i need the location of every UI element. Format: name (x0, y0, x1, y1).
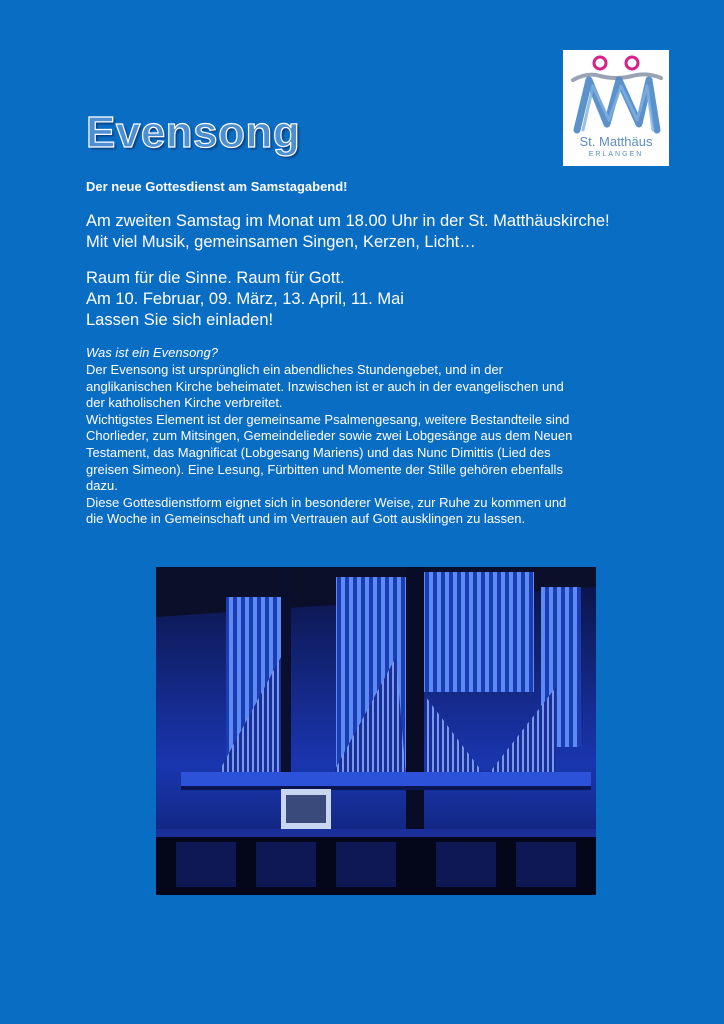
st-matthaeus-logo (563, 50, 669, 166)
invite-paragraph (86, 268, 404, 331)
logo-name: St. Matthäus (579, 134, 653, 149)
body-line: Testament, das Magnificat (Lobgesang Mariens) und das Nunc Dimittis (Lied des (86, 444, 551, 460)
page-title: Evensong (86, 108, 301, 157)
body-line: anglikanischen Kirche beheimatet. Inzwischen ist er auch in der evangelischen und (86, 378, 564, 394)
body-line: der katholischen Kirche verbreitet. (86, 395, 283, 411)
body-line: dazu. (86, 478, 118, 494)
logo-figures-icon (563, 50, 669, 136)
body-line: greisen Simeon). Eine Lesung, Fürbitten und Momente der Stille gehören ebenfalls (86, 461, 563, 477)
organ-photo (156, 567, 596, 895)
pipe-organ-image (156, 567, 596, 895)
invite-line: Raum für die Sinne. Raum für Gott. (86, 269, 345, 287)
body-line: Chorlieder, zum Mitsingen, Gemeindelieder sowie zwei Lobgesänge aus dem Neuen (86, 428, 573, 444)
body-line: Wichtigstes Element ist der gemeinsame Psalmengesang, weitere Bestandteile sind (86, 411, 570, 427)
intro-line: Mit viel Musik, gemeinsamen Singen, Kerzen, Licht… (86, 233, 476, 251)
body-text (86, 362, 646, 528)
subtitle: Der neue Gottesdienst am Samstagabend! (86, 179, 348, 194)
invite-line: Am 10. Februar, 09. März, 13. April, 11. Mai (86, 290, 404, 308)
logo-city: ERLANGEN (588, 151, 644, 158)
invite-line: Lassen Sie sich einladen! (86, 311, 274, 329)
intro-paragraph (86, 211, 610, 253)
body-line: Diese Gottesdienstform eignet sich in besonderer Weise, zur Ruhe zu kommen und (86, 494, 567, 510)
body-line: die Woche in Gemeinschaft und im Vertrauen auf Gott ausklingen zu lassen. (86, 511, 526, 527)
intro-line: Am zweiten Samstag im Monat um 18.00 Uhr in der St. Matthäuskirche! (86, 212, 610, 230)
question-heading: Was ist ein Evensong? (86, 345, 218, 360)
body-line: Der Evensong ist ursprünglich ein abendliches Stundengebet, und in der (86, 362, 503, 377)
